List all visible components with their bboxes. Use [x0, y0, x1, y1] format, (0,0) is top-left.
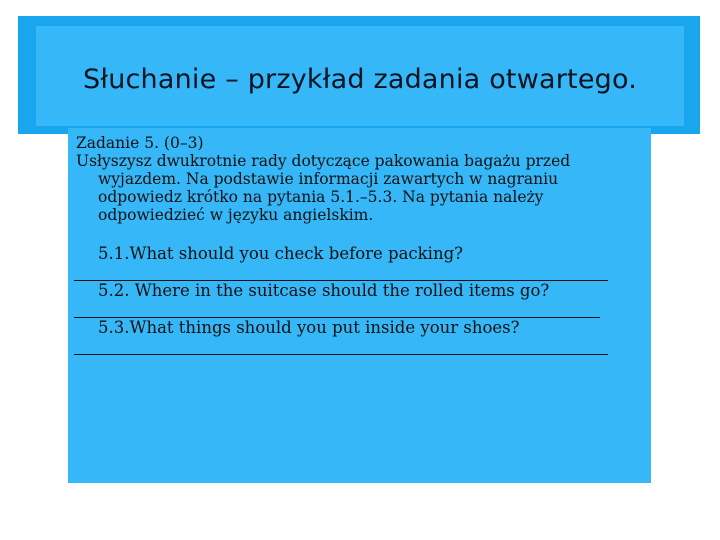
- slide-title: Słuchanie – przykład zadania otwartego.: [82, 63, 638, 95]
- instruction-line: odpowiedzieć w języku angielskim.: [98, 206, 374, 224]
- title-panel: [36, 26, 684, 126]
- answer-line-1: [74, 264, 608, 281]
- answer-line-3: [74, 338, 608, 355]
- answer-line-2: [74, 301, 600, 318]
- question-1: 5.1.What should you check before packing?: [98, 244, 463, 263]
- task-body: [76, 134, 636, 355]
- question-3: 5.3.What things should you put inside your shoes?: [98, 318, 520, 337]
- instruction-line: wyjazdem. Na podstawie informacji zawartych w nagraniu: [98, 170, 559, 188]
- question-2: 5.2. Where in the suitcase should the rolled items go?: [98, 281, 550, 300]
- instruction-line: odpowiedz krótko na pytania 5.1.–5.3. Na pytania należy: [98, 188, 544, 206]
- task-header: Zadanie 5. (0–3): [76, 134, 204, 152]
- instruction-line: Usłyszysz dwukrotnie rady dotyczące pakowania bagażu przed: [76, 152, 571, 170]
